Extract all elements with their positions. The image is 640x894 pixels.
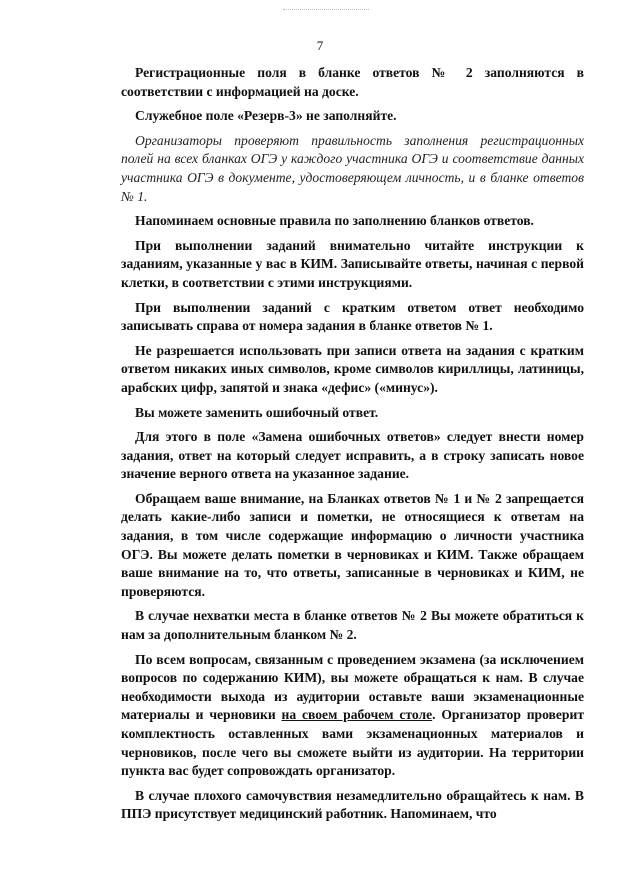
document-body xyxy=(121,64,584,830)
page-number: 7 xyxy=(316,38,324,53)
paragraph: Обращаем ваше внимание, на Бланках ответов № 1 и № 2 запрещается делать какие-либо записи и пометки, не относящиеся к ответам на задания, в том числе содержащие информацию о личности участника ОГЭ. Вы можете делать пометки в черновиках и КИМ. Также обращаем ваше внимание на то, что ответы, записанные в черновиках и КИМ, не проверяются. xyxy=(121,490,584,599)
paragraph-italic-note: Организаторы проверяют правильность заполнения регистрационных полей на всех бланках ОГЭ у каждого участника ОГЭ и соответствие данных участника ОГЭ в документе, удостоверяющем личность, и в бланке ответов № 1. xyxy=(121,132,584,204)
top-divider xyxy=(283,9,369,10)
paragraph: Регистрационные поля в бланке ответов № 2 заполняются в соответствии с информацией на доске. xyxy=(121,65,584,99)
paragraph: В случае нехватки места в бланке ответов № 2 Вы можете обратиться к нам за дополнительным бланком № 2. xyxy=(121,608,584,643)
paragraph-text: . Организатор проверит комплектность оставленных вами экзаменационных материалов и черновиков, после чего вы сможете выйти из аудитории. На территории пункта вас будет сопровождать организатор. xyxy=(121,707,584,779)
paragraph: Служебное поле «Резерв-3» не заполняйте. xyxy=(135,108,397,124)
paragraph: В случае плохого самочувствия незамедлительно обращайтесь к нам. В ППЭ присутствует медицинский работник. Напоминаем, что xyxy=(121,787,584,822)
paragraph: Для этого в поле «Замена ошибочных ответов» следует внести номер задания, ответ на который следует исправить, а в строку записать новое значение верного ответа на указанное задание. xyxy=(121,429,584,482)
paragraph: При выполнении заданий с кратким ответом ответ необходимо записывать справа от номера задания в бланке ответов № 1. xyxy=(121,299,584,334)
paragraph-text: По всем вопросам, связанным с проведением экзамена (за исключением вопросов по содержанию КИМ), вы можете обращаться к нам. В случае необходимости выхода из аудитории оставьте ваши экзаменационные материалы и черновики xyxy=(121,651,584,723)
paragraph: Напоминаем основные правила по заполнению бланков ответов. xyxy=(135,213,534,229)
paragraph: Не разрешается использовать при записи ответа на задания с кратким ответом никаких иных символов, кроме символов кириллицы, латиницы, арабских цифр, запятой и знака «дефис» («минус»). xyxy=(121,342,584,395)
underlined-text: на своем рабочем столе xyxy=(281,707,433,723)
paragraph xyxy=(121,651,584,781)
paragraph: При выполнении заданий внимательно читайте инструкции к заданиям, указанные у вас в КИМ. Записывайте ответы, начиная с первой клетки, в соответствии с этими инструкциями. xyxy=(121,237,584,290)
paragraph: Вы можете заменить ошибочный ответ. xyxy=(135,404,379,420)
